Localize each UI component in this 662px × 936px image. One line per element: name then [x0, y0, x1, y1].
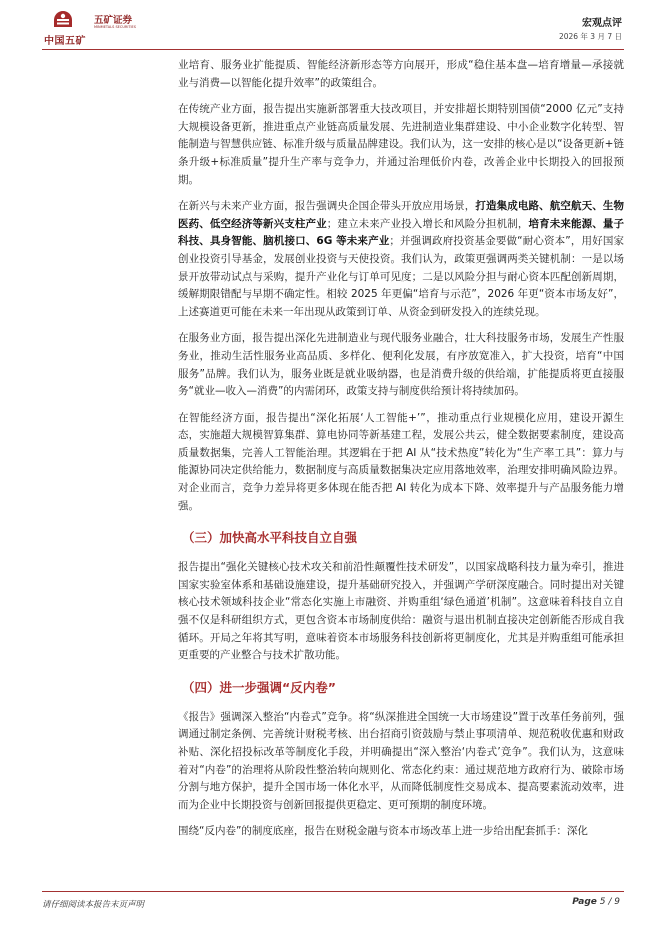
paragraph: 业培育、服务业扩能提质、智能经济新形态等方向展开，形成“稳住基本盘—培育增量—承接就业与消费—以智能化提升效率”的政策组合。: [178, 59, 624, 89]
paragraph-text: 在新兴与未来产业方面，报告强调央企国企带头开放应用场景，: [178, 200, 476, 213]
paragraph: 《报告》强调深入整治“内卷式”竞争。将“纵深推进全国统一大市场建设”置于改革任务前列，强调通过制定条例、完善统计财税考核、出台招商引资鼓励与禁止事项清单、规范税收优惠和财政补贴、深化招投标改革等制度化手段，并明确提出“深入整治‘内卷式’竞争”。我们认为，这意味着对“内卷”的治理将从阶段性整治转向规则化、常态化约束：通过规范地方政府行为、破除市场分割与地方保护，提升全国市场一体化水平，从而降低制度性交易成本、提高要素流动效率，进而为企业中长期投资与创新回报提供更稳定、更可预期的制度环境。: [178, 710, 624, 811]
paragraph-text: ；建立未来产业投入增长和风险分担机制，: [326, 217, 529, 230]
paragraph: 在智能经济方面，报告提出“深化拓展‘人工智能+’”，推动重点行业规模化应用，建设开源生态，实施超大规模智算集群、算电协同等新基建工程，发展公共云，健全数据要素制度，建设高质量数据集，完善人工智能治理。其逻辑在于把 AI 从“技术热度”转化为“生产率工具”：算力与能源协同决定供给能力，数据制度与高质量数据集决定应用落地效率，治理安排明确风险边界。对企业而言，竞争力差异将更多体现在能否把 AI 转化为成本下降、效率提升与产品服务能力增强。: [178, 411, 624, 512]
page-label: Page: [572, 897, 597, 907]
bold-highlight: 打造集成电路、航空航天、生物医药、低空经济等新兴支柱产业: [178, 200, 625, 230]
report-date: 2026 年 3 月 7 日: [558, 32, 622, 41]
report-type: 宏观点评: [582, 18, 622, 29]
page-number: [572, 897, 620, 907]
minmetals-logo-icon: [52, 10, 74, 28]
header-divider: [42, 49, 624, 50]
page-total: / 9: [608, 897, 620, 907]
paragraph-emerging-industries: [178, 198, 624, 321]
section-heading: （三）加快高水平科技自立自强: [182, 530, 358, 546]
section-heading: （四）进一步强调“反内卷”: [182, 679, 336, 695]
logo-text: 中国五矿: [44, 36, 86, 47]
footer-divider: [42, 891, 624, 892]
paragraph-text: ；并强调政府投资基金要做“耐心资本”，用好国家创业投资引导基金，发展创业投资与天使投资。我们认为，政策更强调两类关键机制：一是以场景开放带动试点与采购，提升产业化与订单可见度；二是以风险分担与耐心资本匹配创新周期，缓解期限错配与早期不确定性。相较 2025 年更偏“培育与示范”，2026 年更“资本市场友好”，上述赛道更可能在未来一年出现从政策到订单、从资金到研发投入的连续兑现。: [178, 235, 624, 318]
bold-highlight: 培育未来能源、量子科技、具身智能、脑机接口、6G 等未来产业: [178, 217, 625, 248]
paragraph: 在传统产业方面，报告提出实施新部署重大技改项目，并安排超长期特别国债“2000 亿元”支持大规模设备更新，推进重点产业链高质量发展、先进制造业集群建设、中小企业数字化转型、智能制造与智慧供应链、标准升级与质量品牌建设。我们认为，这一安排的核心是以“设备更新+链条升级+标准质量”提升生产率与竞争力，并通过治理低价内卷，改善企业中长期投入的回报预期。: [178, 103, 624, 186]
paragraph: 报告提出“强化关键核心技术攻关和前沿性颠覆性技术研发”，以国家战略科技力量为牵引，推进国家实验室体系和基础设施建设，提升基础研究投入，并强调产学研深度融合。同时提出对关键核心技术领域科技企业“常态化实施上市融资、并购重组‘绿色通道’机制”。这意味着科技自立自强不仅是科研组织方式，更包含资本市场制度供给：融资与退出机制直接决定创新能否形成自我循环。开局之年将其写明，意味着资本市场服务科技创新将更制度化，尤其是并购重组可能承担更重要的产业整合与技术扩散功能。: [178, 561, 624, 662]
paragraph: 在服务业方面，报告提出深化先进制造业与现代服务业融合，壮大科技服务市场，发展生产性服务业，推动生活性服务业高品质、多样化、便利化发展，有序放宽准入，扩大投资，培育“中国服务”品牌。我们认为，服务业既是就业吸纳器，也是消费升级的供给端，扩能提质将更直接服务“就业—收入—消费”的内需闭环，政策支持与制度供给预计将持续加码。: [178, 332, 624, 398]
report-body: [178, 57, 624, 850]
securities-subtitle: MINMETALS SECURITIES: [94, 25, 136, 29]
footer-disclaimer: 请仔细阅读本报告末页声明: [42, 900, 145, 910]
page-header: [0, 0, 662, 60]
paragraph: 围绕“反内卷”的制度底座，报告在财税金融与资本市场改革上进一步给出配套抓手：深化: [178, 825, 588, 838]
page-current: 5: [599, 897, 606, 907]
company-logo: [42, 10, 172, 52]
securities-name: 五矿证券: [94, 15, 133, 26]
